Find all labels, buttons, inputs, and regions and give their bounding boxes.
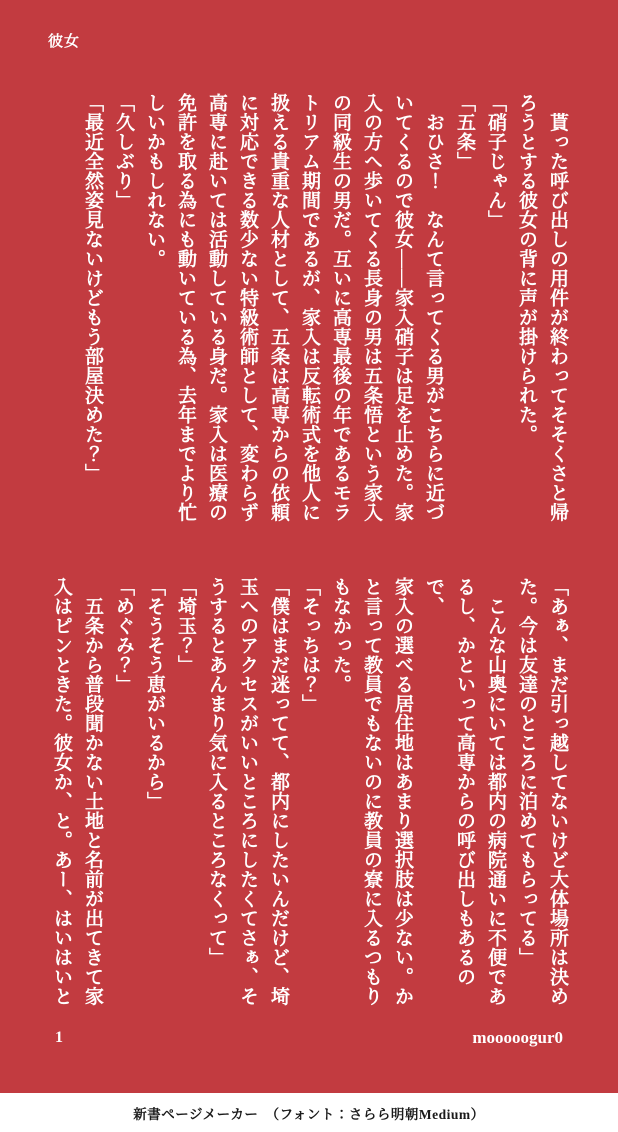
text-line: いてくるので彼女――家入硝子は足を止めた。家 [392,93,413,522]
text-line: しいかもしれない。 [144,93,165,269]
page-number: 1 [55,1029,63,1046]
text-block-upper [77,93,573,540]
text-line: 入の方へ歩いてくる長身の男は五条悟という家入 [361,93,382,522]
footer-caption: 新書ページメーカー （フォント：さらら明朝Medium） [133,1106,485,1122]
text-line: 「久しぶり」 [113,93,134,210]
text-line: 貰った呼び出しの用件が終わってそそくさと帰 [547,93,568,522]
text-line: おひさ！ なんて言ってくる男がこちらに近づ [423,93,444,522]
text-line: 「最近全然姿見ないけどもう部屋決めた？」 [82,93,103,483]
text-line: 家入の選べる居住地はあまり選択肢は少ない。か [392,577,413,1006]
username: mooooogur0 [472,1028,563,1047]
page-header-title: 彼女 [48,34,81,50]
text-line: 「そうそう恵がいるから」 [144,577,165,811]
text-line: 扱える貴重な人材として、五条は高専からの依頼 [268,93,289,522]
text-line: ろうとする彼女の背に声が掛けられた。 [516,93,537,444]
text-line: 玉へのアクセスがいいところにしたくてさぁ、そ [237,577,258,1006]
text-line: 「あぁ、まだ引っ越してないけど大体場所は決め [547,577,568,1006]
text-line: るし、かといって高専からの呼び出しもあるので、 [423,577,475,987]
text-line: 「僕はまだ迷ってて、都内にしたいんだけど、埼 [268,577,289,1006]
text-line: こんな山奥にいては都内の病院通いに不便であ [485,577,506,1006]
footer-bar [0,1093,618,1132]
text-line: 高専に赴いては活動している身だ。家入は医療の [206,93,227,522]
text-line: 免許を取る為にも動いている為、去年までより忙 [175,93,196,522]
text-line: うするとあんまり気に入るところなくって」 [206,577,227,967]
text-line: 「めぐみ？」 [113,577,134,694]
text-line: の同級生の男だ。互いに高専最後の年であるモラ [330,93,351,522]
text-line: もなかった。 [330,577,351,694]
text-line: 「五条」 [454,93,475,171]
text-line: 「硝子じゃん」 [485,93,506,230]
text-line: に対応できる数少ない特級術師として、変わらず [237,93,258,522]
text-line: 入はピンときた。彼女か、と。あー、はいはいと [51,577,72,1006]
text-line: 「そっちは？」 [299,577,320,714]
text-line: トリアム期間であるが、家入は反転術式を他人に [299,93,320,522]
text-line: と言って教員でもないのに教員の寮に入るつもり [361,577,382,1006]
text-line: 「埼玉？」 [175,577,196,675]
text-block-lower [46,577,573,1024]
text-line: た。今は友達のところに泊めてもらってる」 [516,577,537,967]
text-line: 五条から普段聞かない土地と名前が出てきて家 [82,577,103,1006]
